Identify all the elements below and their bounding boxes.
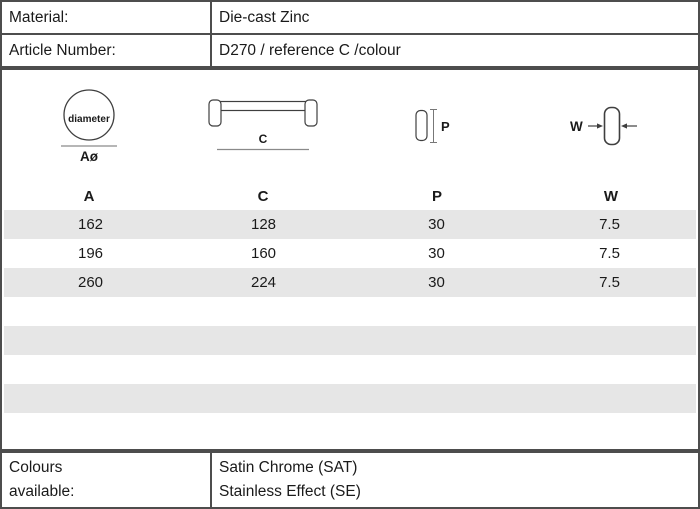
article-number-label: Article Number:: [1, 34, 211, 67]
empty-row: [4, 297, 696, 326]
spec-table-body: [2, 210, 698, 449]
colours-table: [0, 451, 700, 509]
value-a: 196: [77, 245, 104, 262]
material-label: Material:: [1, 1, 211, 34]
colours-label: [1, 452, 211, 508]
value-w: 7.5: [599, 245, 620, 262]
dim-label-p: P: [441, 119, 450, 134]
colours-row: [1, 452, 699, 508]
width-diagram: [524, 70, 698, 182]
handle-length-diagram: [176, 70, 350, 182]
colour-option: Stainless Effect (SE): [219, 483, 361, 500]
diameter-diagram: [2, 70, 176, 182]
value-w: 7.5: [599, 216, 620, 233]
value-c: 160: [250, 245, 277, 262]
empty-row: [4, 326, 696, 355]
value-a: 260: [77, 274, 104, 291]
article-number-row: [1, 34, 699, 67]
column-header-a: A: [83, 187, 95, 205]
dim-label-c: C: [258, 132, 268, 146]
colours-label-line2: available:: [9, 483, 75, 500]
column-header-w: W: [603, 187, 619, 205]
column-header-c: C: [257, 187, 269, 205]
handle-width-icon: [569, 105, 653, 147]
value-c: 224: [250, 274, 277, 291]
dimensions-section: [0, 68, 700, 451]
value-p: 30: [428, 216, 445, 233]
spec-table-header: [2, 182, 698, 210]
table-row: [4, 239, 696, 268]
empty-row: [4, 355, 696, 384]
value-w: 7.5: [599, 274, 620, 291]
dim-label-w: W: [570, 119, 583, 134]
empty-row: [4, 413, 696, 449]
projection-diagram: [350, 70, 524, 182]
handle-side-icon: [415, 106, 459, 146]
value-c: 128: [250, 216, 277, 233]
dim-label-a: Aø: [80, 149, 98, 164]
diameter-text: diameter: [68, 114, 110, 125]
diameter-circle-icon: [52, 88, 126, 164]
material-row: [1, 1, 699, 34]
column-header-p: P: [431, 187, 442, 205]
table-row: [4, 210, 696, 239]
colours-label-line1: Colours: [9, 459, 63, 476]
value-a: 162: [77, 216, 104, 233]
empty-row: [4, 384, 696, 413]
material-value: Die-cast Zinc: [211, 1, 699, 34]
colour-option: Satin Chrome (SAT): [219, 459, 358, 476]
diagram-row: [2, 70, 698, 182]
value-p: 30: [428, 245, 445, 262]
table-row: [4, 268, 696, 297]
value-p: 30: [428, 274, 445, 291]
handle-front-icon: [208, 99, 318, 153]
info-table: [0, 0, 700, 68]
colours-values: [211, 452, 699, 508]
article-number-value: D270 / reference C /colour: [211, 34, 699, 67]
